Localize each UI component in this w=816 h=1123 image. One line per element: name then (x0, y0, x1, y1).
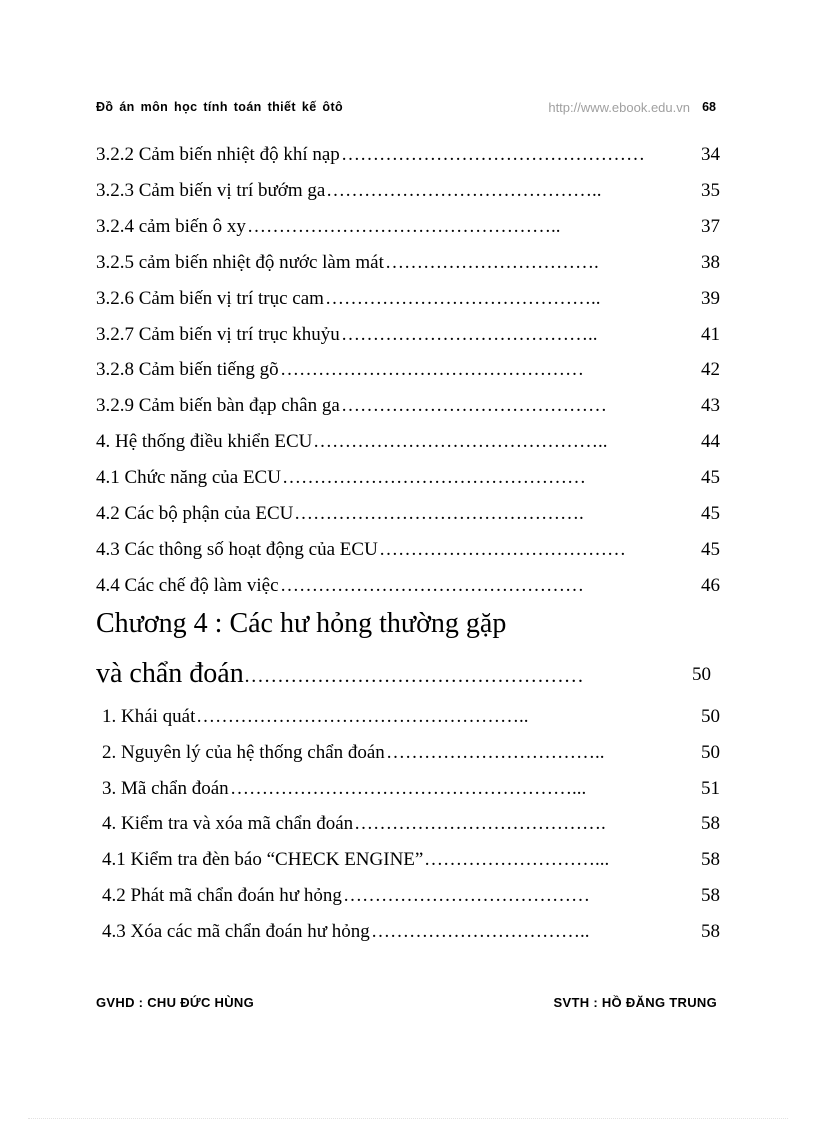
chapter-heading-dots: …………………………………………… (243, 665, 584, 687)
toc-entry-title: 4.4 Các chế độ làm việc (96, 574, 279, 596)
toc-entry-leader-dots: …………………………………….. (325, 287, 601, 309)
toc-entry-leader-dots: …………………………………… (341, 395, 607, 417)
toc-entry-title: 4.3 Xóa các mã chẩn đoán hư hỏng (102, 920, 370, 942)
toc-entry-page-number: 45 (701, 467, 720, 489)
toc-entry-title: 3.2.9 Cảm biến bàn đạp chân ga (96, 395, 340, 417)
toc-entry-page-number: 51 (701, 777, 720, 799)
toc-entry-page-number: 58 (701, 885, 720, 906)
toc-entry-page-number: 42 (701, 359, 720, 381)
toc-entry-title: 3.2.8 Cảm biến tiếng gõ (96, 359, 279, 381)
toc-entry-leader-dots: ………………………………………… (341, 144, 645, 165)
toc-entry-leader-dots: …………………………….. (386, 741, 605, 763)
toc-entry-leader-dots: …………………………………….. (326, 179, 602, 201)
toc-entry-leader-dots: ………………………………….. (341, 323, 598, 345)
chapter-heading-line2 (96, 658, 656, 692)
source-url[interactable]: http://www.ebook.edu.vn (548, 100, 690, 115)
toc-entry-leader-dots: ………………………………………….. (247, 215, 561, 237)
toc-entry-title: 1. Khái quát (102, 706, 196, 727)
chapter-page-number: 50 (692, 664, 711, 685)
toc-entry-page-number: 35 (701, 179, 720, 201)
toc-entry-title: 4.2 Các bộ phận của ECU (96, 503, 294, 524)
toc-entry-title: 3.2.4 cảm biến ô xy (96, 215, 246, 237)
toc-entry-page-number: 50 (701, 706, 720, 727)
toc-entry-title: 4.1 Kiểm tra đèn báo “CHECK ENGINE” (102, 849, 424, 871)
chapter-heading-line1: Chương 4 : Các hư hỏng thường gặp (96, 608, 507, 639)
toc-entry-leader-dots: …………………………………. (354, 813, 606, 835)
toc-entry-leader-dots: ………………………………………………... (230, 777, 587, 799)
page-number: 68 (702, 100, 716, 114)
toc-entry-title: 4. Hệ thống điều khiển ECU (96, 431, 313, 453)
toc-entry-page-number: 45 (701, 503, 720, 524)
toc-entry-leader-dots: ………………………………………… (280, 359, 584, 381)
bottom-divider (28, 1118, 788, 1119)
footer-advisor: GVHD : CHU ĐỨC HÙNG (96, 995, 255, 1010)
toc-entry-title: 4.1 Chức năng của ECU (96, 467, 281, 489)
toc-entry-page-number: 58 (701, 849, 720, 871)
toc-entry-title: 3.2.5 cảm biến nhiệt độ nước làm mát (96, 251, 384, 273)
toc-entry-page-number: 43 (701, 395, 720, 417)
toc-entry-title: 4.3 Các thông số hoạt động của ECU (96, 538, 378, 560)
toc-entry-title: 4. Kiểm tra và xóa mã chẩn đoán (102, 813, 354, 835)
document-title: Đồ án môn học tính toán thiết kế ôtô (96, 100, 344, 114)
toc-entry-leader-dots: ……………………………………….. (313, 431, 608, 453)
toc-entry-leader-dots: ………………………... (424, 849, 610, 871)
toc-entry-page-number: 34 (701, 144, 720, 165)
toc-entry-page-number: 50 (701, 741, 720, 763)
toc-entry-leader-dots: ………………………………………… (282, 467, 586, 489)
toc-entry-page-number: 58 (701, 813, 720, 835)
toc-entry-leader-dots: ……………………………. (385, 251, 599, 273)
toc-entry-title: 3.2.3 Cảm biến vị trí bướm ga (96, 179, 326, 201)
toc-entry-page-number: 45 (701, 538, 720, 560)
toc-entry-page-number: 41 (701, 323, 720, 345)
chapter-heading-text: và chẩn đoán (96, 658, 244, 689)
toc-entry-page-number: 37 (701, 215, 720, 237)
toc-entry-leader-dots: ………………………………… (343, 885, 590, 906)
toc-entry-leader-dots: ………………………………………. (294, 503, 584, 524)
page-header (96, 100, 716, 120)
toc-entry-title: 2. Nguyên lý của hệ thống chẩn đoán (102, 741, 385, 763)
toc-entry-title: 3. Mã chẩn đoán (102, 777, 229, 799)
toc-entry-title: 3.2.2 Cảm biến nhiệt độ khí nạp (96, 144, 340, 165)
toc-entry-title: 4.2 Phát mã chẩn đoán hư hỏng (102, 885, 342, 906)
toc-entry-leader-dots: ………………………………………… (280, 574, 584, 596)
toc-entry-page-number: 38 (701, 251, 720, 273)
toc-entry-title: 3.2.6 Cảm biến vị trí trục cam (96, 287, 324, 309)
toc-entry-page-number: 44 (701, 431, 720, 453)
toc-entry-leader-dots: ………………………………… (379, 538, 626, 560)
footer-student: SVTH : HỒ ĐĂNG TRUNG (553, 995, 717, 1010)
toc-entry-leader-dots: …………………………….. (371, 920, 590, 942)
toc-entry-leader-dots: …………………………………………….. (196, 706, 529, 727)
toc-entry-page-number: 58 (701, 920, 720, 942)
toc-entry-title: 3.2.7 Cảm biến vị trí trục khuỷu (96, 323, 340, 345)
toc-entry-page-number: 39 (701, 287, 720, 309)
toc-entry-page-number: 46 (701, 574, 720, 596)
